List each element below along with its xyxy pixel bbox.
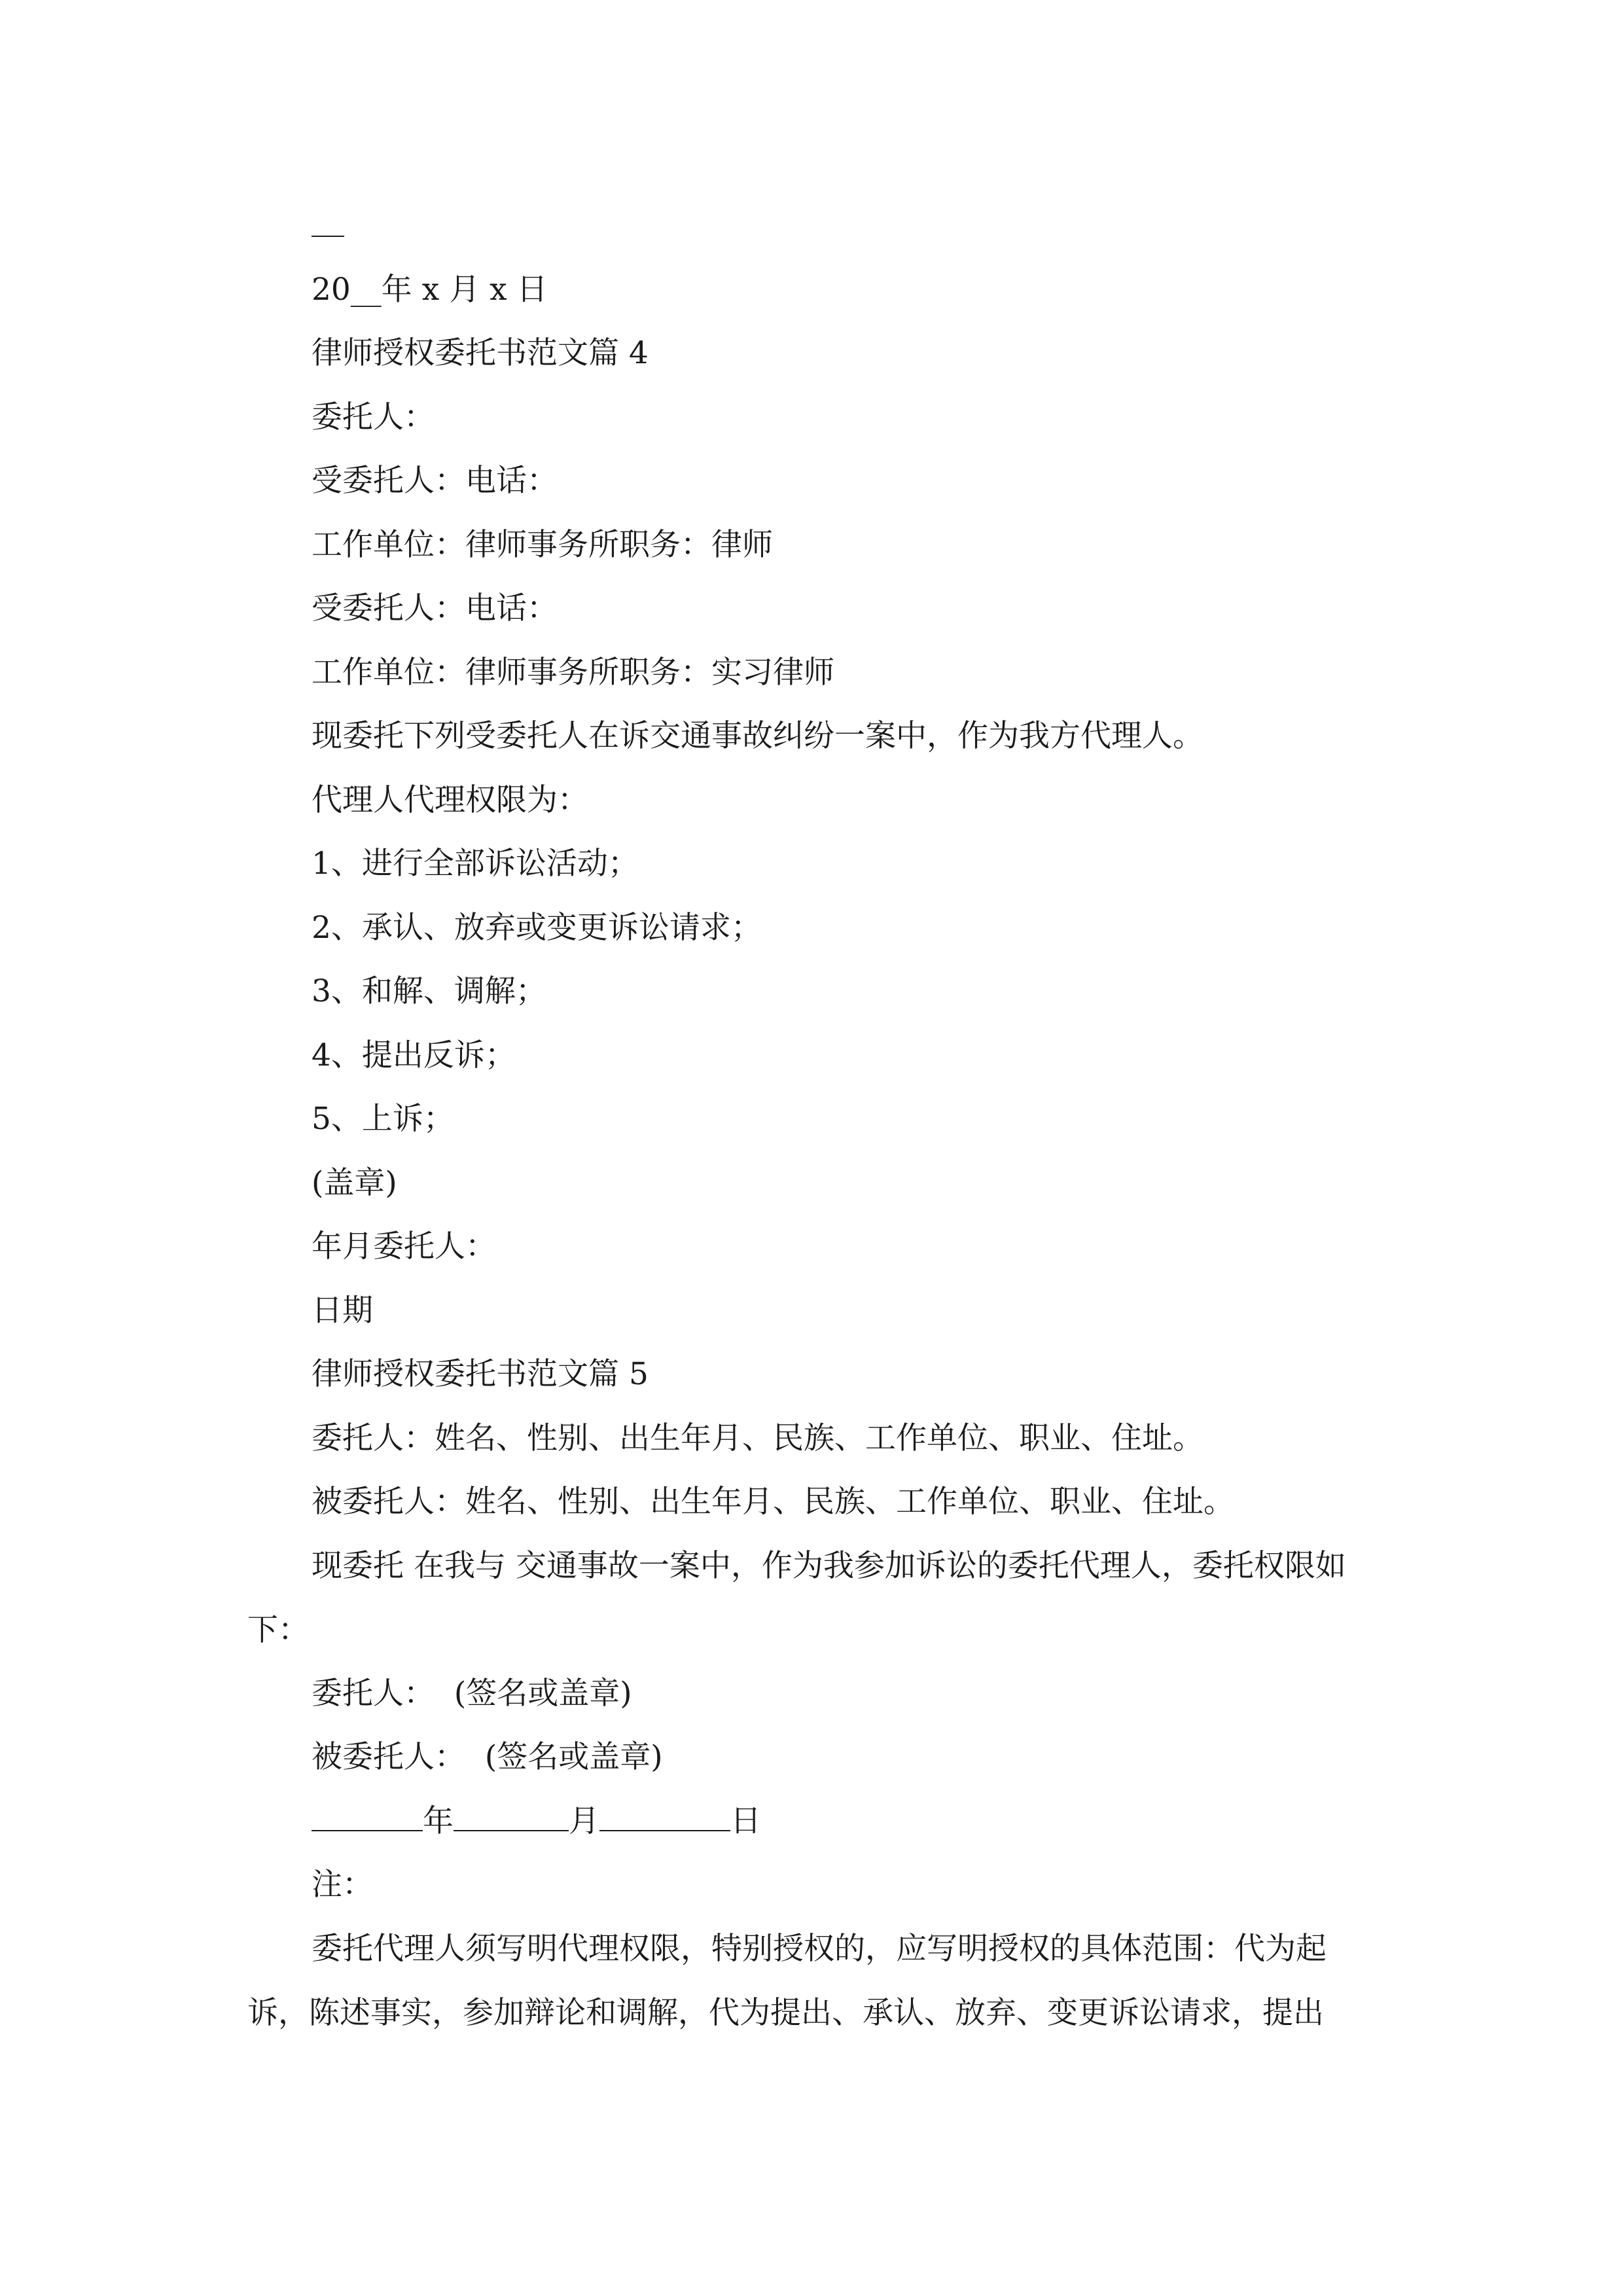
- list-item: 1、进行全部诉讼活动；: [312, 846, 639, 882]
- top-dash-line: [312, 236, 344, 237]
- text-line: 受委托人：电话：: [312, 590, 558, 626]
- list-item: 3、和解、调解；: [312, 973, 546, 1009]
- day-blank: [599, 1830, 730, 1831]
- date-blank-line: 年 月 日: [312, 1802, 761, 1841]
- text-line: 现委托下列受委托人在诉交通事故纠纷一案中，作为我方代理人。: [312, 718, 1204, 754]
- paragraph: 委托代理人须写明代理权限，特别授权的，应写明授权的具体范围：代为起诉，陈述事实，参加辩论和调解，代为提出、承认、放弃、变更诉讼请求，提出: [247, 1931, 1327, 2031]
- text-line: 工作单位：律师事务所职务：实习律师: [312, 655, 834, 691]
- paragraph: 现委托 在我与 交通事故一案中，作为我参加诉讼的委托代理人，委托权限如下：: [247, 1548, 1346, 1648]
- signature-line: 被委托人： (签名或盖章): [312, 1739, 663, 1775]
- text-line: 委托人：姓名、性别、出生年月、民族、工作单位、职业、住址。: [312, 1420, 1204, 1456]
- text-line: 受委托人：电话：: [312, 463, 558, 499]
- text-line: 工作单位：律师事务所职务：律师: [312, 527, 773, 563]
- note-label: 注：: [312, 1867, 373, 1903]
- signature-line: 委托人： (签名或盖章): [312, 1676, 632, 1712]
- text-line: 年月委托人：: [312, 1229, 496, 1265]
- section-heading-4: 律师授权委托书范文篇 4: [312, 335, 649, 371]
- text-line: 代理人代理权限为：: [312, 782, 588, 818]
- text-line: 被委托人：姓名、性别、出生年月、民族、工作单位、职业、住址。: [312, 1484, 1234, 1520]
- date-line: 20__年 x 月 x 日: [312, 272, 548, 308]
- year-blank: [312, 1830, 423, 1831]
- list-item: 2、承认、放弃或变更诉讼请求；: [312, 910, 762, 946]
- section-heading-5: 律师授权委托书范文篇 5: [312, 1356, 649, 1392]
- list-item: 5、上诉；: [312, 1101, 454, 1137]
- text-line: (盖章): [312, 1165, 397, 1201]
- text-line: 委托人：: [312, 399, 435, 435]
- month-blank: [454, 1830, 569, 1831]
- text-line: 日期: [312, 1293, 373, 1329]
- list-item: 4、提出反诉；: [312, 1037, 516, 1073]
